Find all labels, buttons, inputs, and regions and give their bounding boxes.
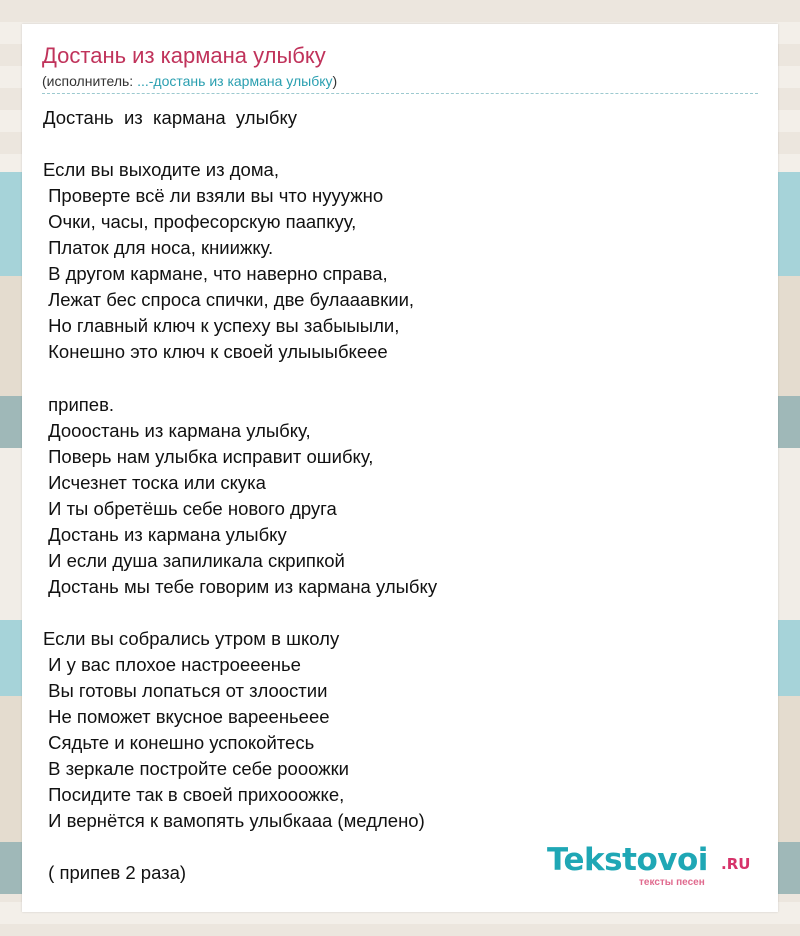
logo-name: Tekstovoi	[547, 842, 708, 878]
artist-line	[42, 73, 337, 89]
lyrics-sheet	[22, 24, 778, 912]
song-title: Достань из кармана улыбку	[42, 43, 326, 68]
artist-suffix: )	[332, 73, 338, 89]
divider	[42, 93, 758, 94]
site-logo[interactable]	[547, 842, 757, 890]
logo-domain: .RU	[721, 855, 751, 873]
lyrics-text: Достань из кармана улыбку Если вы выходите из дома, Проверте всё ли взяли вы что нууужно Очки, часы, професорскую паапкуу, Платок для носа, книижку. В другом кармане, что наверно справа, Лежат бес спроса спички, две булааавкии, Но главный ключ к успеху вы забыыыли, Конешно это ключ к своей улыыыбкеее припев. Дооостань из кармана улыбку, Поверь нам улыбка исправит ошибку, Исчезнет тоска или скука И ты обретёшь себе нового друга Достань из кармана улыбку И если душа запиликала скрипкой Достань мы тебе говорим из кармана улыбку Если вы собрались утром в школу И у вас плохое настроееенье Вы готовы лопаться от злоостии Не поможет вкусное варееньеее Сядьте и конешно успокойтесь В зеркале постройте себе рооожки Посидите так в своей прихооожке, И вернётся к вамопять улыбкааа (медлено) ( припев 2 раза)	[43, 107, 438, 884]
artist-prefix: (исполнитель:	[42, 73, 138, 89]
artist-link[interactable]: ...-достань из кармана улыбку	[137, 73, 333, 89]
logo-tagline: тексты песен	[639, 877, 705, 888]
